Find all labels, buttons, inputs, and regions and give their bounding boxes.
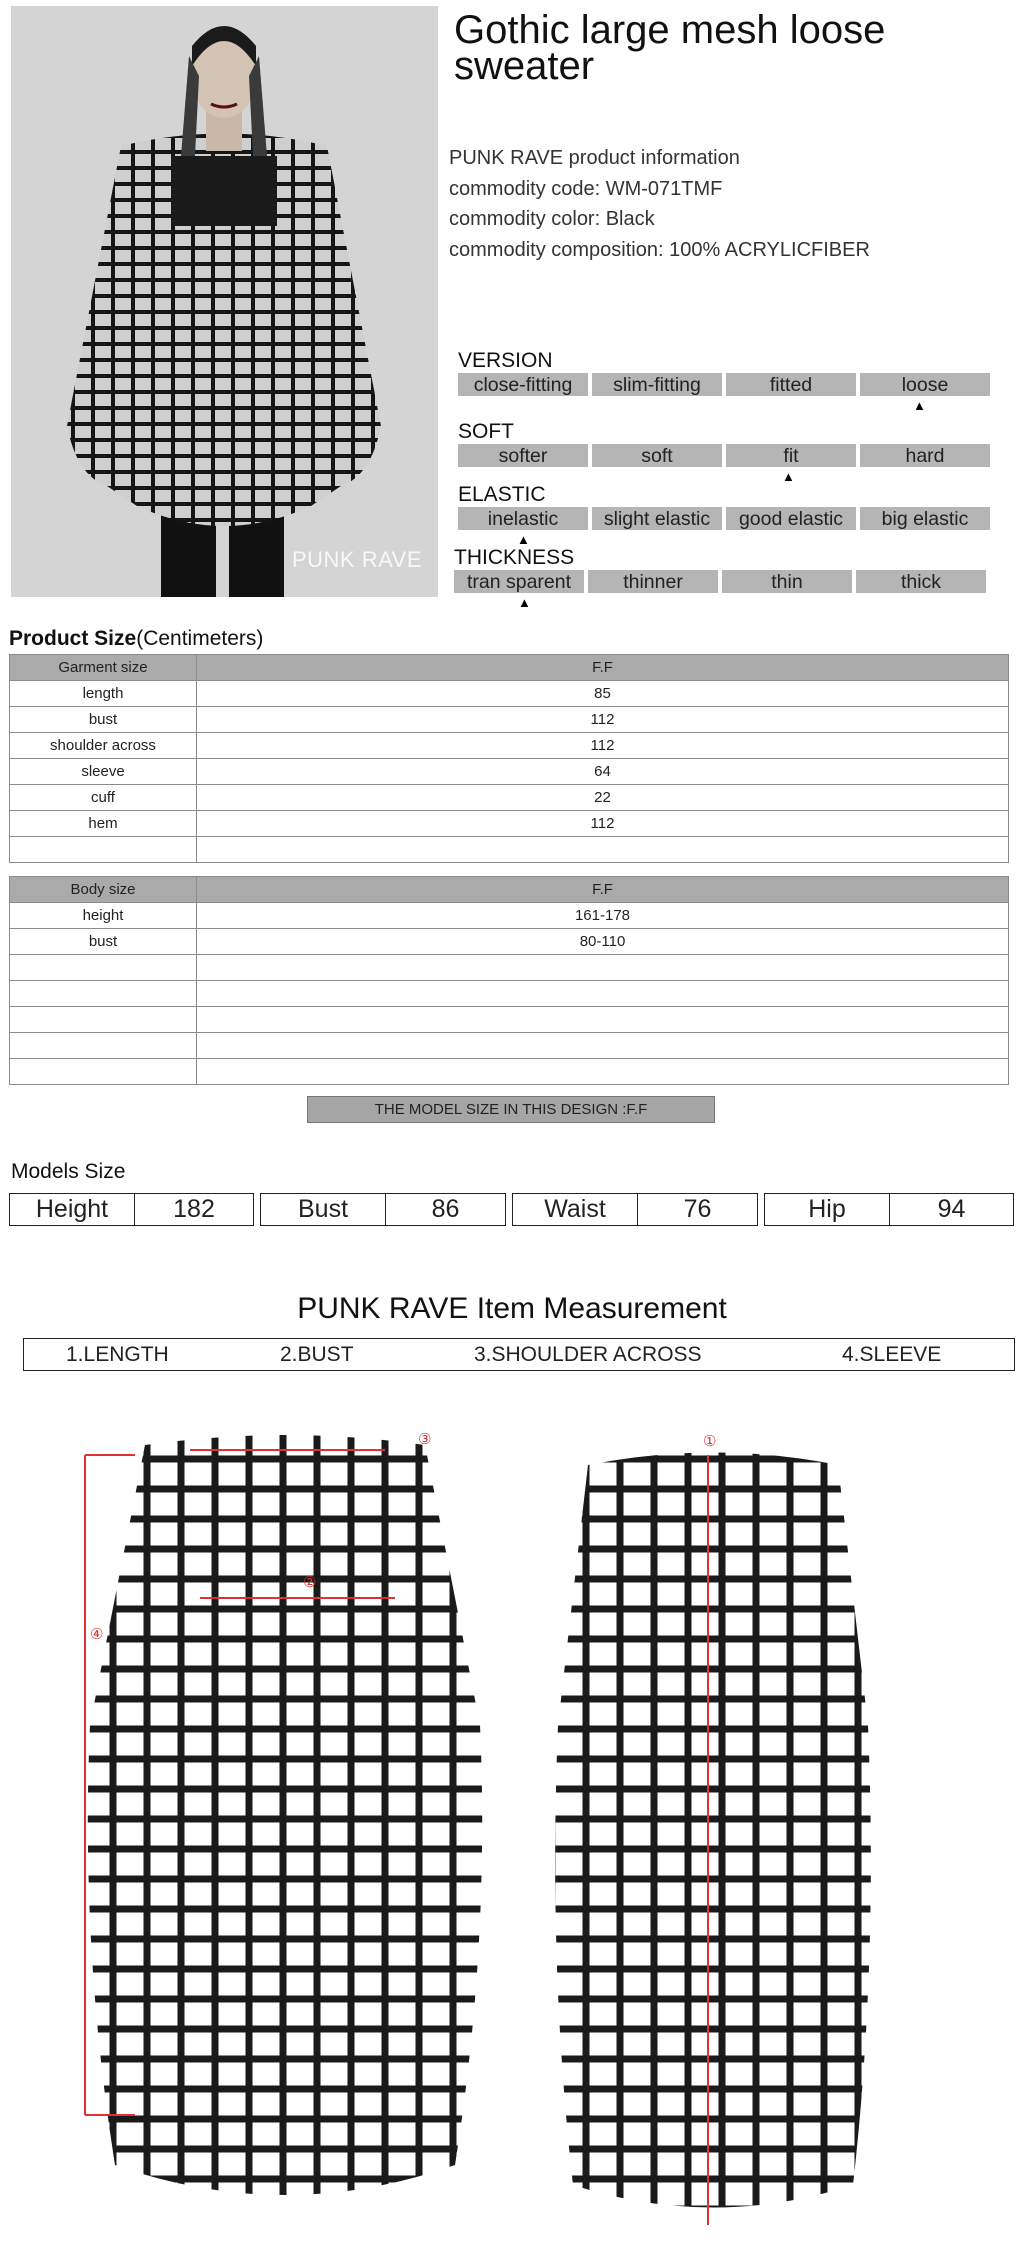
table-cell: 112 [197,707,1009,733]
table-row [10,903,1009,929]
scale-label: SOFT [458,420,514,443]
table-cell: 112 [197,733,1009,759]
table-header-cell: Body size [10,877,197,903]
model-stat-value: 94 [937,1195,966,1223]
table-row [10,1033,1009,1059]
product-size-heading [9,627,263,651]
models-size-heading: Models Size [11,1160,126,1183]
table-header-row [10,877,1009,903]
model-stat-value: 86 [431,1195,460,1223]
scale-elastic [458,483,990,547]
garment-front-image [75,1425,495,2230]
table-cell [197,1059,1009,1085]
table-cell [10,981,197,1007]
table-cell: bust [10,707,197,733]
table-cell: 112 [197,811,1009,837]
scale-option: thin [722,570,852,593]
table-cell [197,837,1009,863]
model-stat-key: Height [10,1194,135,1225]
table-cell [10,1033,197,1059]
pointer-icon: ▲ [913,398,926,413]
table-row [10,707,1009,733]
model-stat [764,1193,1014,1226]
table-cell: hem [10,811,197,837]
garment-size-table [9,654,1009,863]
watermark: PUNK RAVE [291,547,422,572]
product-photo [11,6,438,597]
marker-3: ③ [418,1431,432,1448]
table-cell: cuff [10,785,197,811]
model-stat [260,1193,506,1226]
table-cell: 64 [197,759,1009,785]
info-line: commodity composition: 100% ACRYLICFIBER [449,238,870,261]
marker-4: ④ [90,1626,104,1643]
measurement-item: 1.LENGTH [66,1343,169,1366]
table-row [10,837,1009,863]
model-stat [512,1193,758,1226]
garment-back-image [548,1425,878,2230]
model-stat-value: 76 [683,1195,712,1223]
table-cell: length [10,681,197,707]
product-title: Gothic large mesh loose sweater [454,8,886,88]
scale-option: tran sparent [454,570,584,593]
table-cell [10,1007,197,1033]
table-cell [197,1033,1009,1059]
table-cell [197,955,1009,981]
info-line: commodity color: Black [449,208,655,230]
model-size-note: THE MODEL SIZE IN THIS DESIGN :F.F [307,1096,715,1123]
table-cell [10,837,197,863]
scale-option: close-fitting [458,373,588,396]
table-header-row [10,655,1009,681]
scale-option: inelastic [458,507,588,530]
table-row [10,681,1009,707]
model-stat-key: Waist [513,1194,638,1225]
table-row [10,1059,1009,1085]
scale-option: slim-fitting [592,373,722,396]
measurement-item: 2.BUST [280,1343,354,1366]
scale-option: good elastic [726,507,856,530]
measurement-item: 3.SHOULDER ACROSS [474,1343,702,1366]
model-stat [9,1193,254,1226]
table-header-cell: Garment size [10,655,197,681]
table-row [10,1007,1009,1033]
measurement-item: 4.SLEEVE [842,1343,942,1366]
table-cell: shoulder across [10,733,197,759]
marker-2: ② [303,1574,317,1591]
table-cell: 161-178 [197,903,1009,929]
table-row [10,759,1009,785]
table-header-cell: F.F [197,655,1009,681]
info-line: PUNK RAVE product information [449,147,740,169]
table-row [10,929,1009,955]
table-cell: height [10,903,197,929]
scale-option: fitted [726,373,856,396]
scale-thickness [454,546,986,610]
scale-label: THICKNESS [454,546,575,569]
model-stat-key: Hip [765,1194,890,1225]
pointer-icon: ▲ [518,595,531,610]
table-cell [197,1007,1009,1033]
table-row [10,981,1009,1007]
body-size-table [9,876,1009,1085]
info-line: commodity code: WM-071TMF [449,177,723,200]
scale-option: slight elastic [592,507,722,530]
table-cell: 85 [197,681,1009,707]
table-header-cell: F.F [197,877,1009,903]
heading-unit: (Centimeters) [136,627,264,650]
scale-version [458,349,990,413]
table-row [10,785,1009,811]
scale-option: loose [860,373,990,396]
heading-text: Product Size [9,627,137,650]
product-info [449,143,870,265]
table-cell: 80-110 [197,929,1009,955]
table-row [10,955,1009,981]
measurement-legend [23,1338,1015,1371]
table-cell: sleeve [10,759,197,785]
scale-label: ELASTIC [458,483,546,506]
scale-option: fit [726,444,856,467]
scale-option: hard [860,444,990,467]
table-cell [197,981,1009,1007]
scale-option: big elastic [860,507,990,530]
table-cell [10,955,197,981]
model-stat-value: 182 [173,1195,215,1223]
table-row [10,811,1009,837]
scale-option: softer [458,444,588,467]
marker-1: ① [703,1433,717,1450]
table-row [10,733,1009,759]
scale-option: thinner [588,570,718,593]
table-cell: 22 [197,785,1009,811]
scale-option: thick [856,570,986,593]
table-cell: bust [10,929,197,955]
pointer-icon: ▲ [782,469,795,484]
scale-label: VERSION [458,349,553,372]
scale-option: soft [592,444,722,467]
model-stat-key: Bust [261,1194,386,1225]
measurement-title: PUNK RAVE Item Measurement [297,1292,727,1325]
scale-soft [458,420,990,484]
table-cell [10,1059,197,1085]
pointer-icon: ▲ [517,532,530,547]
